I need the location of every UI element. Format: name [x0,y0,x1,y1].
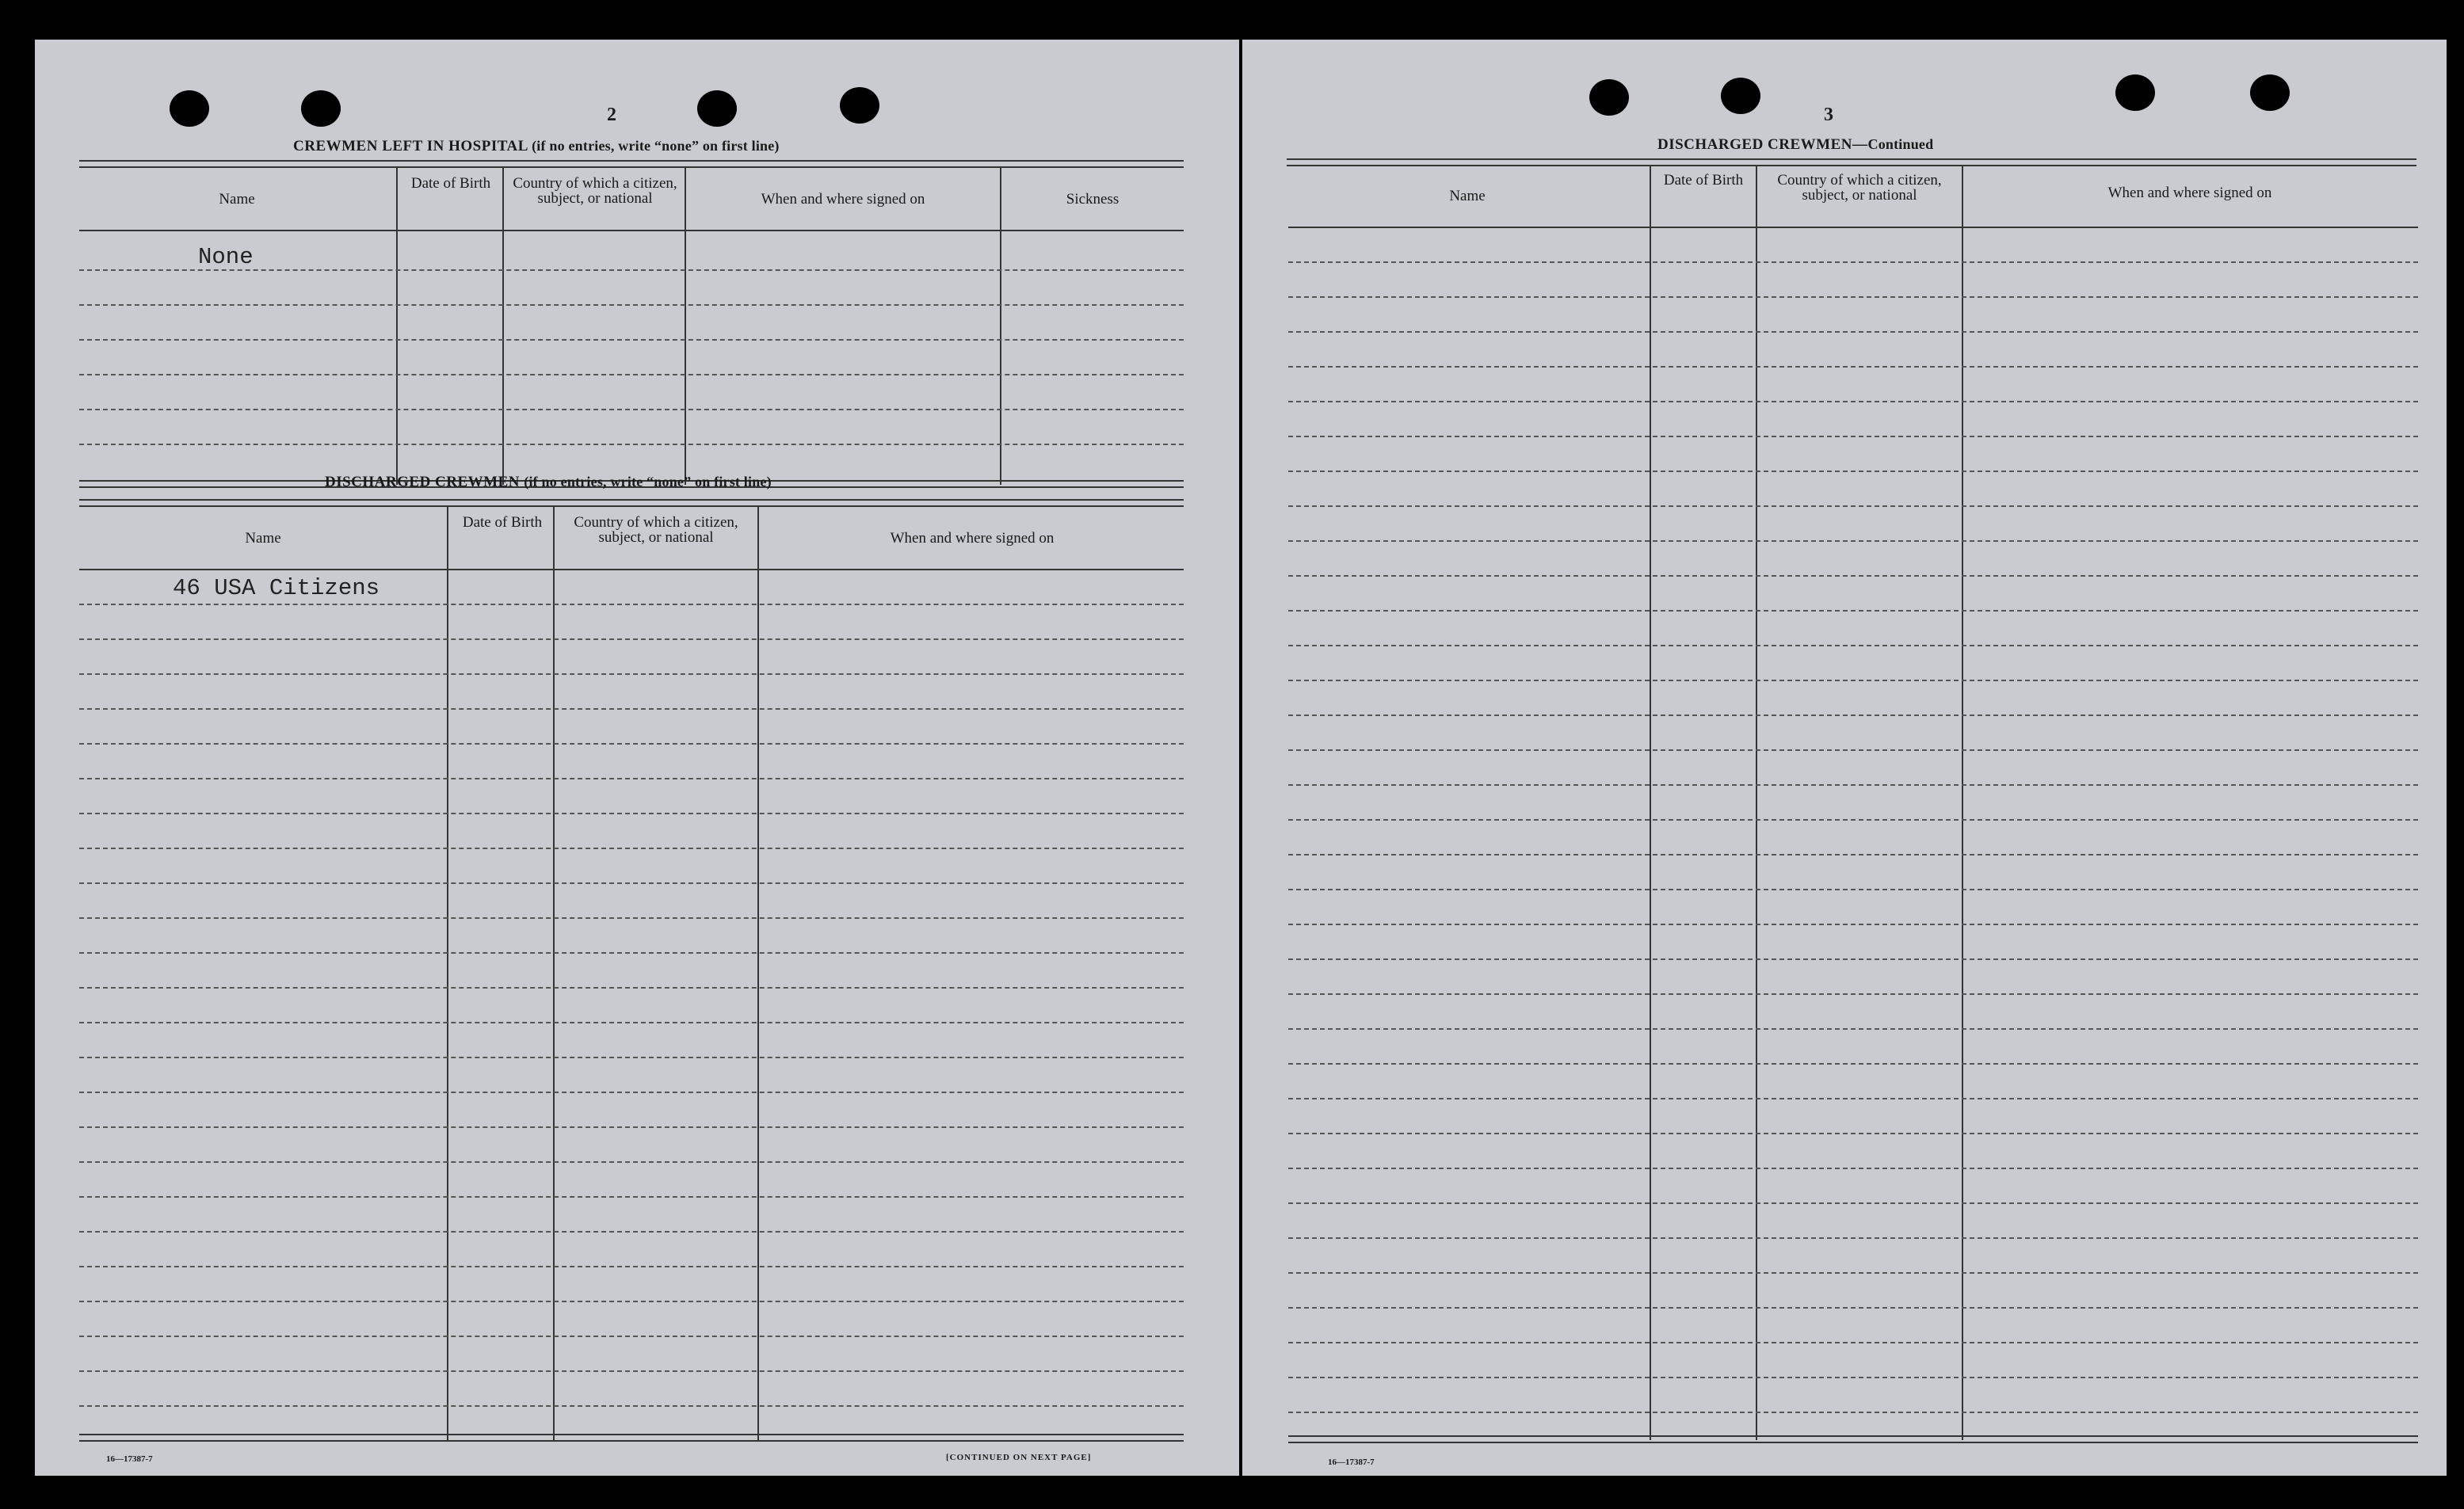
punch-hole [697,90,737,127]
right-page [1242,40,2447,1476]
left-page [35,40,1239,1476]
form-number: 16—17387-7 [1328,1458,1375,1467]
discharged-instruction: (if no entries, write “none” on first line) [524,474,772,490]
hospital-entry: None [198,244,254,270]
col-header-dob: Date of Birth [462,514,543,531]
discharged-entry: 46 USA Citizens [173,575,380,601]
col-header-country: Country of which a citizen, subject, or national [574,514,738,546]
punch-hole [2115,74,2155,111]
col-header-name: Name [245,530,281,547]
continued-suffix: Continued [1867,136,1934,152]
punch-hole [301,90,341,127]
page-number: 3 [1824,105,1833,125]
punch-hole [840,87,879,124]
punch-hole [1589,79,1629,116]
punch-hole [1721,78,1760,114]
hospital-title: CREWMEN LEFT IN HOSPITAL [293,138,528,154]
section-title-discharged-continued [1657,136,1933,154]
discharged-title: DISCHARGED CREWMEN [325,474,520,490]
col-header-dob: Date of Birth [410,175,491,192]
form-number: 16—17387-7 [106,1454,153,1464]
col-header-signed-on: When and where signed on [890,530,1055,547]
col-header-country: Country of which a citizen, subject, or national [513,175,677,207]
col-header-signed-on: When and where signed on [761,191,925,208]
col-header-sickness: Sickness [1066,191,1119,208]
section-title-discharged [325,474,772,491]
col-header-name: Name [219,191,255,208]
col-header-name: Name [1449,188,1486,204]
punch-hole [2250,74,2290,111]
section-title-hospital [293,138,780,155]
hospital-instruction: (if no entries, write “none” on first line) [532,138,780,154]
continued-note: [CONTINUED ON NEXT PAGE] [946,1453,1092,1462]
page-number: 2 [607,105,616,125]
col-header-dob: Date of Birth [1663,172,1744,189]
punch-hole [170,90,209,127]
col-header-country: Country of which a citizen, subject, or national [1777,172,1942,204]
discharged-title: DISCHARGED CREWMEN— [1657,136,1868,153]
col-header-signed-on: When and where signed on [2107,185,2272,201]
